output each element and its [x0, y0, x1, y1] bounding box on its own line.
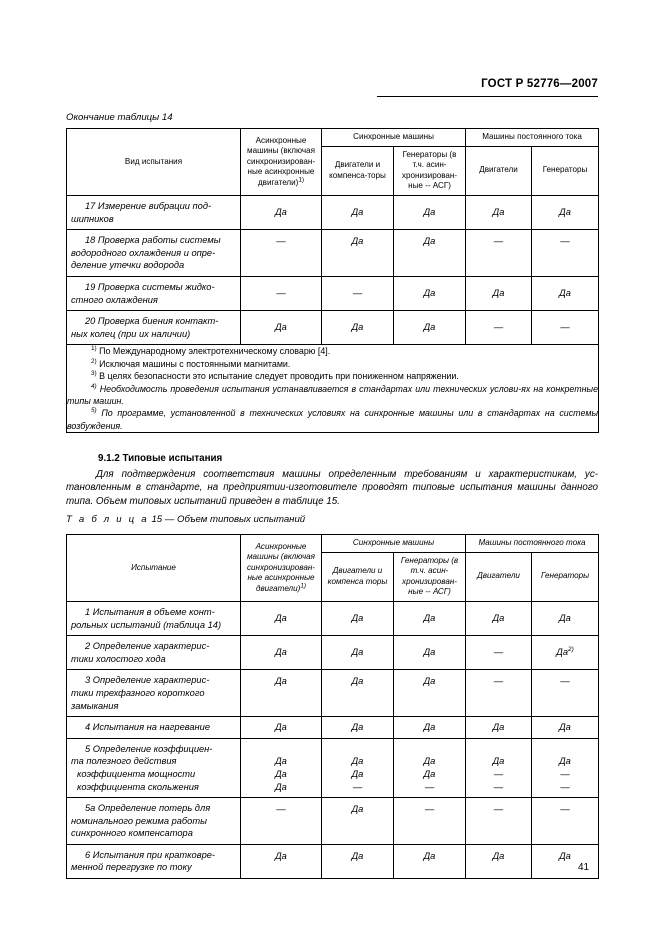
table-15-row-3-value-3: Да: [466, 717, 532, 739]
table-15-row-3-value-1: Да: [322, 717, 394, 739]
table-15-header-group-sync: Синхронные машины: [322, 535, 466, 553]
table-15-row-6-value-4: Да: [532, 844, 599, 878]
table-15-row-6-value-0: Да: [241, 844, 322, 878]
section-paragraph: Для подтверждения соответствия машины определенным требованиям и характеристикам, ус-тановленным в стандарте, на предприятии-изготовителе проводят типовые испытания машины данного типа. Объем типовых испытаний приведен в таблице 15.: [66, 469, 598, 507]
table-14-row-3-value-4: —: [532, 311, 599, 345]
table-15-header-dc-motors: Двигатели: [466, 552, 532, 601]
footnote-5-text: По программе, установленной в технических условиях на синхронные машины или в стандартах на системы возбуждения.: [67, 408, 599, 431]
footnote-2-text: Исключая машины с постоянными магнитами.: [99, 358, 291, 369]
table-14-row-2-label: [67, 276, 241, 310]
table-14-row-1-label: [67, 230, 241, 277]
table-14-row-0-value-0: Да: [241, 195, 322, 229]
label-line-2: та полезного действия: [71, 756, 177, 767]
label-line-1: 2 Определение характерис-: [85, 641, 210, 652]
table-row: [67, 717, 599, 739]
table-15-row-3-value-4: Да: [532, 717, 599, 739]
table-14-header-sync-generators: Генераторы (в т.ч. асин-хронизирован-ные -- АСГ): [394, 146, 466, 195]
value-line-1: Да: [351, 756, 364, 767]
table-15-header-async-footnote-marker: 1): [300, 582, 307, 590]
label-line-1: 3 Определение характерис-: [85, 675, 210, 686]
table-row: [67, 844, 599, 878]
table-14-row-3-value-2: Да: [394, 311, 466, 345]
table-15-row-3-value-0: Да: [241, 717, 322, 739]
value-line-3: —: [352, 781, 363, 792]
table-14-header-dc-motors: Двигатели: [466, 146, 532, 195]
table-15-header-row-1: [67, 535, 599, 553]
table-14-row-3-value-3: —: [466, 311, 532, 345]
table-14-row-1-value-0: —: [241, 230, 322, 277]
table-15-row-5-value-1: Да: [322, 798, 394, 845]
table-15-row-4-value-3: [466, 738, 532, 797]
table-15-row-2-value-4: —: [532, 670, 599, 717]
table-15-header-sync-generators: Генераторы (в т.ч. асин-хронизирован-ные -- АСГ): [394, 552, 466, 601]
footnote-2-marker: 2): [91, 357, 97, 365]
table-15-header-group-dc: Машины постоянного тока: [466, 535, 599, 553]
label-line-2: стного охлаждения: [71, 294, 158, 305]
value-line-2: Да: [351, 768, 364, 779]
section-heading: 9.1.2 Типовые испытания: [98, 453, 223, 464]
table-15-caption-rest: 15 — Объем типовых испытаний: [151, 514, 306, 525]
table-15-row-6-value-1: Да: [322, 844, 394, 878]
table-15-header-dc-generators: Генераторы: [532, 552, 599, 601]
table-15-row-6-label: [67, 844, 241, 878]
value-line-3: —: [424, 781, 435, 792]
table-15-row-2-value-3: —: [466, 670, 532, 717]
label-line-3: деление утечки водорода: [71, 260, 185, 271]
table-row: [67, 276, 599, 310]
table-14-row-1-value-4: —: [532, 230, 599, 277]
table-15-row-4-value-4: [532, 738, 599, 797]
table-14-row-0-value-2: Да: [394, 195, 466, 229]
table-14-row-2-value-4: Да: [532, 276, 599, 310]
table-15-row-1-value-0: Да: [241, 636, 322, 670]
running-head-rule: [377, 96, 598, 97]
table-14-row-2-value-1: —: [322, 276, 394, 310]
table-14-row-1-value-2: Да: [394, 230, 466, 277]
table-14-row-0-value-1: Да: [322, 195, 394, 229]
table-row: [67, 311, 599, 345]
table-15-row-1-value-2: Да: [394, 636, 466, 670]
value-line-1: Да: [423, 756, 436, 767]
table-15-header-sync-motors: Двигатели и компенса торы: [322, 552, 394, 601]
footnote-3: [67, 370, 598, 382]
table-15-row-4-value-0: [241, 738, 322, 797]
table-14-row-1-value-3: —: [466, 230, 532, 277]
label-line-2: номинального режима работы: [71, 815, 207, 826]
table-row: [67, 798, 599, 845]
table-14-header-group-dc: Машины постоянного тока: [466, 129, 599, 147]
footnote-4: [67, 383, 598, 408]
table-15-row-3-value-2: Да: [394, 717, 466, 739]
value-line-3: —: [493, 781, 504, 792]
table-15-row-5-value-0: —: [241, 798, 322, 845]
value-line-1: Да: [492, 756, 505, 767]
table-14-row-2-value-0: —: [241, 276, 322, 310]
table-15-row-0-label: [67, 601, 241, 635]
table-15-row-3-label: [67, 717, 241, 739]
footnote-2: [67, 358, 598, 370]
table-15-row-5-value-4: —: [532, 798, 599, 845]
table-15-row-2-value-2: Да: [394, 670, 466, 717]
label-line-2: тики холостого хода: [71, 653, 166, 664]
value-line-3: Да: [275, 781, 287, 792]
table-14-row-3-label: [67, 311, 241, 345]
table-row: [67, 195, 599, 229]
table-15-row-0-value-3: Да: [466, 601, 532, 635]
label-line-4: коэффициента скольжения: [77, 781, 199, 792]
table-14-row-0-value-3: Да: [466, 195, 532, 229]
table-14-row-0-value-4: Да: [532, 195, 599, 229]
table-15-row-2-label: [67, 670, 241, 717]
label-line-1: 6 Испытания при кратковре-: [85, 849, 216, 860]
table-14-footnotes: [67, 345, 599, 433]
label-line-2: рольных испытаний (таблица 14): [71, 619, 222, 630]
label-line-3: коэффициента мощности: [77, 768, 196, 779]
table-15-row-4-value-2: [394, 738, 466, 797]
table-15-row-4-label: [67, 738, 241, 797]
table-14-header-row-1: [67, 129, 599, 147]
table-15-caption-prefix: Т а б л и ц а: [66, 514, 149, 525]
table-15-row-1-value-4: [532, 636, 599, 670]
label-line-1: 18 Проверка работы системы: [85, 235, 221, 246]
footnote-5: [67, 407, 598, 432]
table-15: [66, 534, 599, 879]
value-line-3: —: [560, 781, 570, 792]
table-15-row-6-value-2: Да: [394, 844, 466, 878]
label-line-2: шипников: [71, 213, 114, 224]
label-line-1: 1 Испытания в объеме конт-: [85, 606, 215, 617]
value-line-1: Да: [275, 756, 287, 767]
value-line-2: —: [560, 768, 570, 779]
table-14-row-3-value-0: Да: [241, 311, 322, 345]
table-row: [67, 670, 599, 717]
table-14-header-group-sync: Синхронные машины: [322, 129, 466, 147]
label-line-2: водородного охлаждения и опре-: [71, 247, 216, 258]
label-line-1: 5а Определение потерь для: [85, 803, 211, 814]
table-15-row-6-value-3: Да: [466, 844, 532, 878]
table-14-row-1-value-1: Да: [322, 230, 394, 277]
table-15-row-0-value-1: Да: [322, 601, 394, 635]
table-15-row-4-value-1: [322, 738, 394, 797]
page-number: 41: [578, 862, 590, 873]
footnote-1-text: По Международному электротехническому словарю [4].: [99, 346, 331, 357]
label-line-1: 5 Определение коэффициен-: [85, 743, 213, 754]
table-15-caption: [66, 514, 305, 525]
footnote-5-marker: 5): [91, 407, 97, 415]
table-14-row-2-value-3: Да: [466, 276, 532, 310]
label-line-3: синхронного компенсатора: [71, 828, 193, 839]
label-line-3: замыкания: [71, 700, 119, 711]
footnote-3-marker: 3): [91, 370, 97, 378]
table-15-row-5-value-3: —: [466, 798, 532, 845]
table-row: [67, 601, 599, 635]
table-14-row-3-value-1: Да: [322, 311, 394, 345]
value-line-2: Да: [423, 768, 436, 779]
label-line-2: менной перегрузке по току: [71, 862, 192, 873]
table-15-row-0-value-2: Да: [394, 601, 466, 635]
table-row: [67, 738, 599, 797]
table-14-header-async-machines: [241, 129, 322, 196]
table-14-footnotes-row: [67, 345, 599, 433]
table-14-row-0-label: [67, 195, 241, 229]
table-14: [66, 128, 599, 433]
table-15-row-0-value-0: Да: [241, 601, 322, 635]
label-line-1: 17 Измерение вибрации под-: [85, 200, 212, 211]
label-line-1: 19 Проверка системы жидко-: [85, 281, 215, 292]
table-15-row-1-value-1: Да: [322, 636, 394, 670]
label-line-1: 20 Проверка биения контакт-: [85, 316, 219, 327]
label-line-2: тики трехфазного короткого: [71, 687, 205, 698]
table-14-header-sync-motors: Двигатели и компенса-торы: [322, 146, 394, 195]
value-line-1: Да: [559, 756, 571, 767]
table-15-row-1-label: [67, 636, 241, 670]
table-15-row-2-value-1: Да: [322, 670, 394, 717]
table-15-header-ispytanie: Испытание: [67, 535, 241, 602]
footnote-4-marker: 4): [91, 382, 97, 390]
table-14-header-vid-ispytaniya: Вид испытания: [67, 129, 241, 196]
table-15-row-2-value-0: Да: [241, 670, 322, 717]
table-15-header-async-text: Асинхронные машины (включая синхронизирован-ные асинхронные двигатели): [247, 541, 315, 593]
table-row: [67, 636, 599, 670]
table-14-caption: Окончание таблицы 14: [66, 112, 173, 123]
footnote-1-marker: 1): [91, 345, 97, 353]
value-footnote-marker: 2): [568, 646, 574, 654]
table-15-header-async-machines: [241, 535, 322, 602]
table-14-header-dc-generators: Генераторы: [532, 146, 599, 195]
footnote-1: [67, 345, 598, 357]
table-14-header-async-text: Асинхронные машины (включая синхронизирован-ные асинхронные двигатели): [246, 135, 316, 187]
table-15-row-5-value-2: —: [394, 798, 466, 845]
value-text: Да: [556, 647, 569, 658]
footnote-4-text: Необходимость проведения испытания устанавливается в стандартах или технических услови-ях на конкретные типы машин.: [67, 383, 599, 406]
table-row: [67, 230, 599, 277]
table-14-header-async-footnote-marker: 1): [298, 176, 305, 184]
footnote-3-text: В целях безопасности это испытание следует проводить при пониженном напряжении.: [99, 371, 459, 382]
label-line-1: 4 Испытания на нагревание: [85, 722, 211, 733]
running-head: ГОСТ Р 52776—2007: [481, 78, 598, 90]
table-15-row-0-value-4: Да: [532, 601, 599, 635]
label-line-2: ных колец (при их наличии): [71, 328, 191, 339]
table-15-row-1-value-3: —: [466, 636, 532, 670]
value-line-2: Да: [275, 768, 287, 779]
value-line-2: —: [493, 768, 504, 779]
table-15-row-5-label: [67, 798, 241, 845]
table-14-row-2-value-2: Да: [394, 276, 466, 310]
